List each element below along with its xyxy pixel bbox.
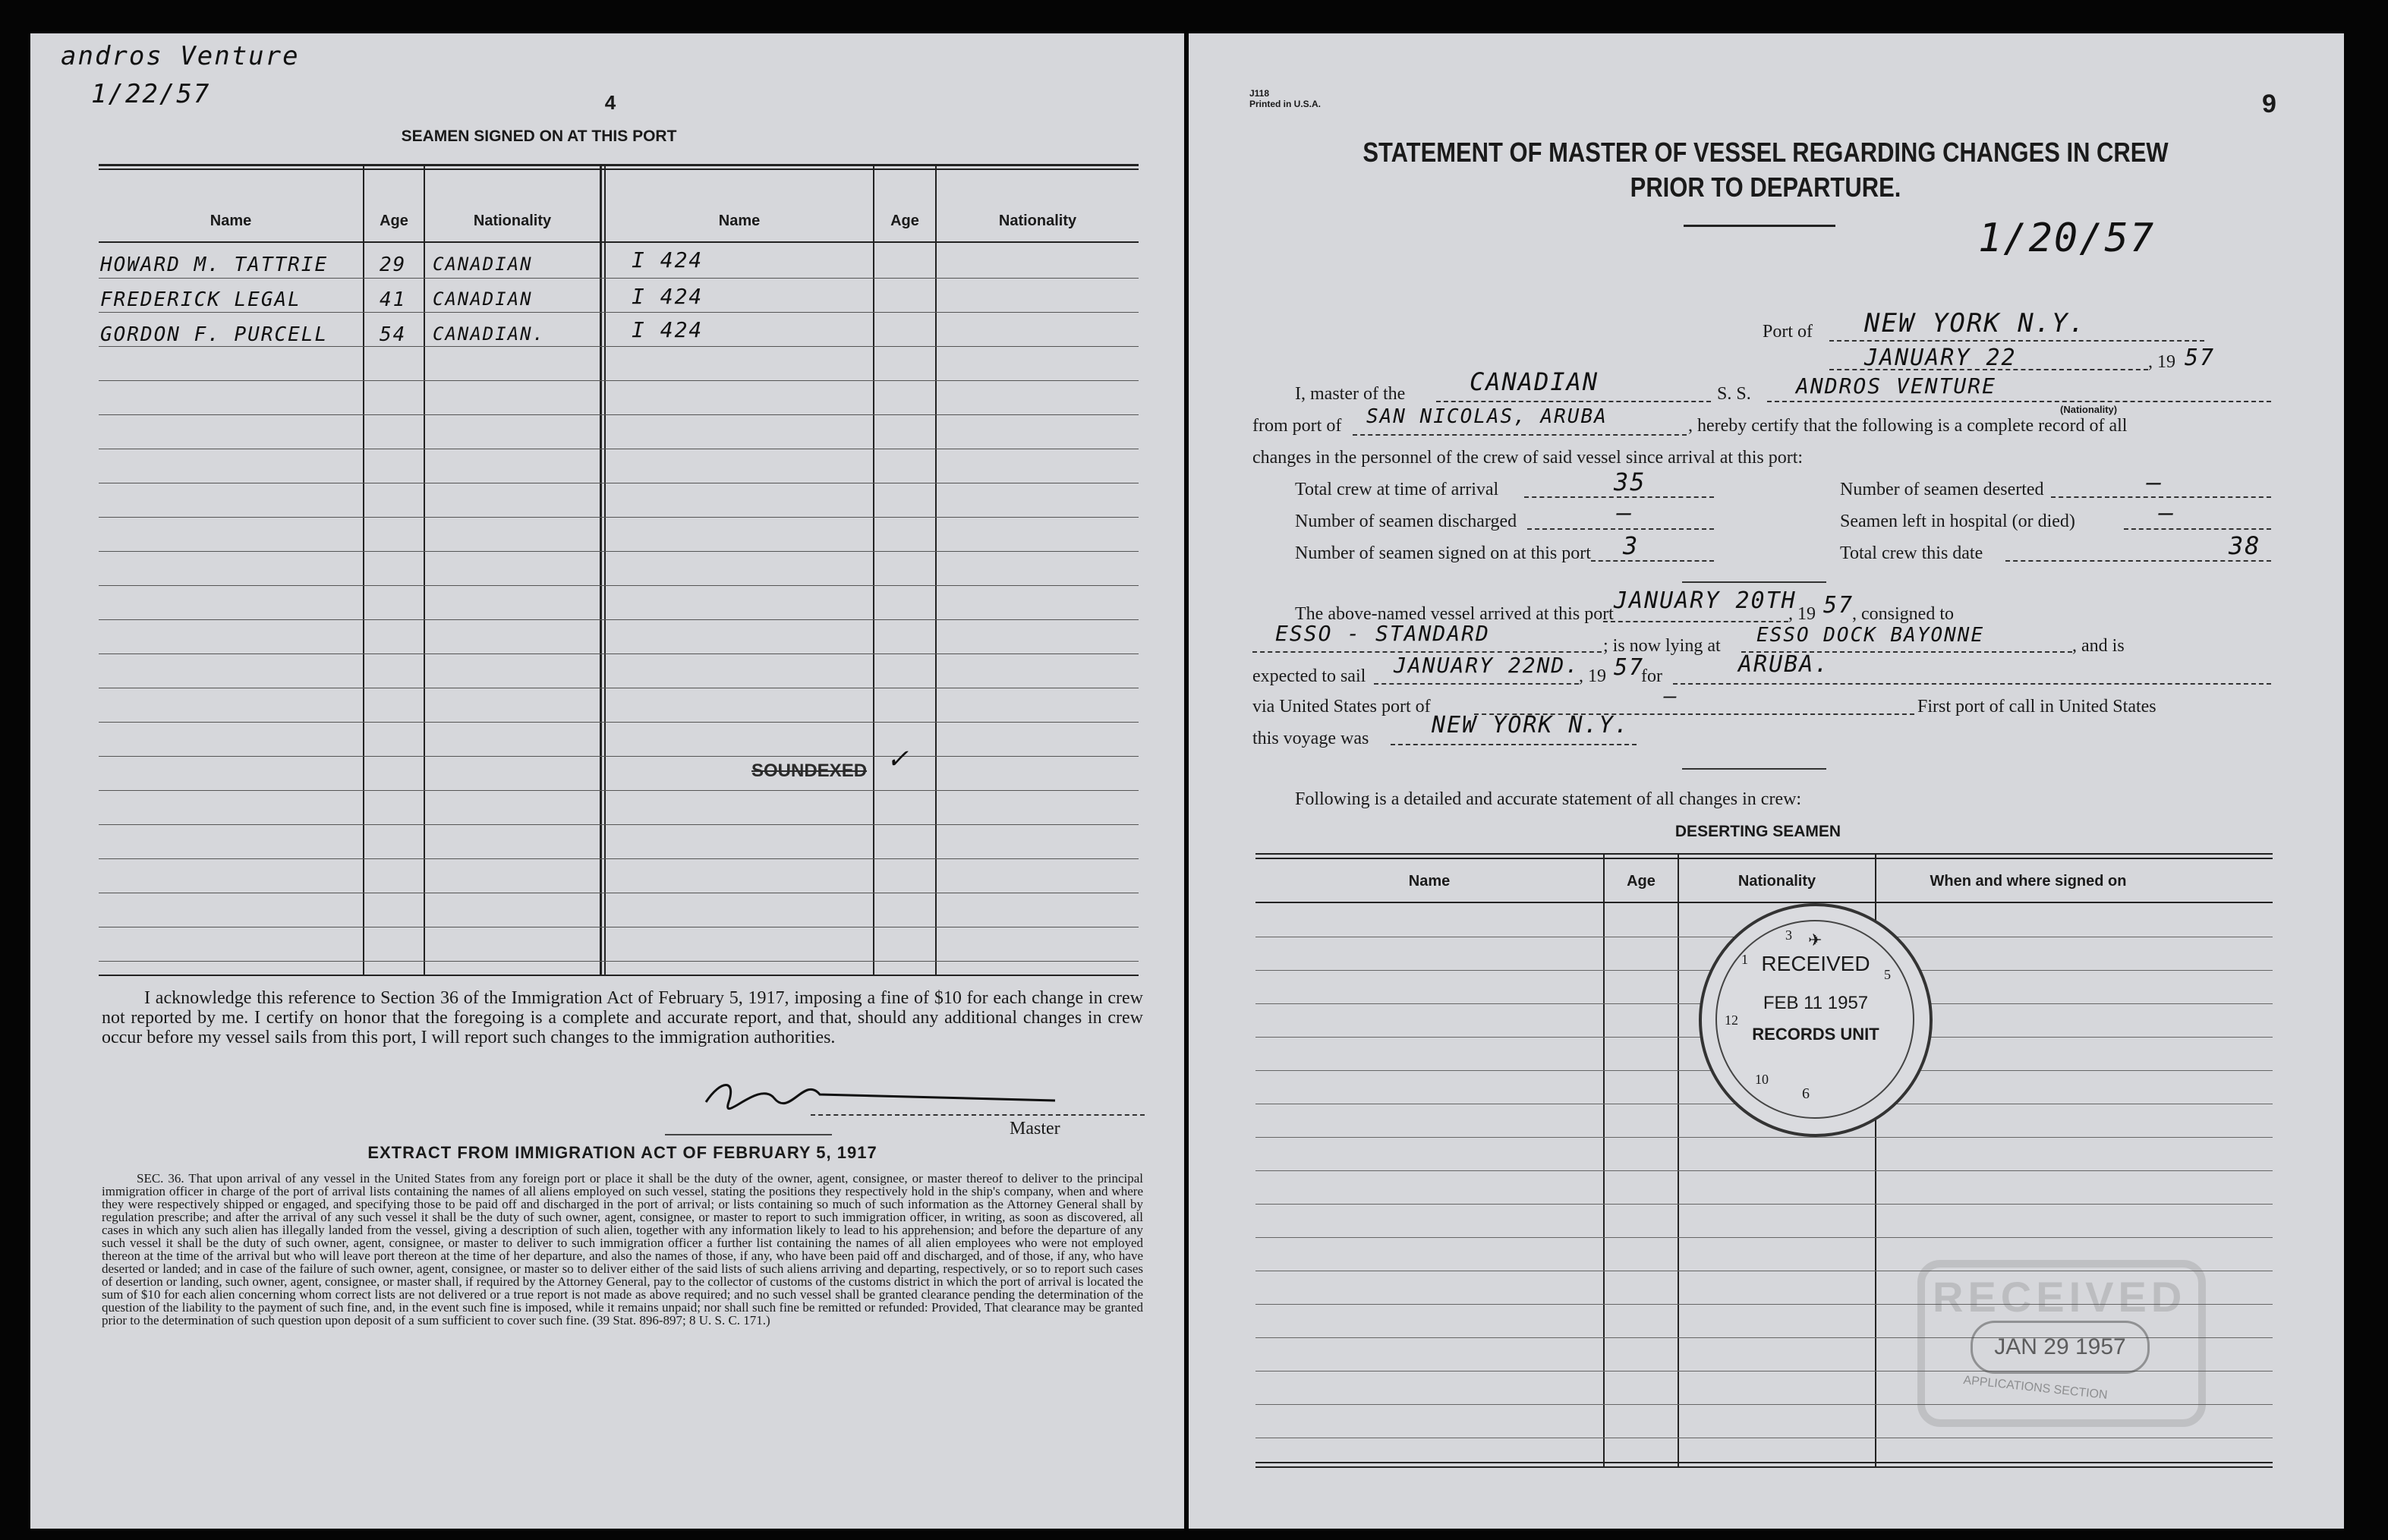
section-title: SEAMEN SIGNED ON AT THIS PORT: [401, 128, 677, 145]
table-row-line: [99, 619, 1139, 620]
vessel-note: andros Venture: [61, 41, 300, 71]
table-row-line: [99, 653, 1139, 654]
expected-year: 57: [1614, 654, 1645, 681]
voyage-label: this voyage was: [1252, 729, 1369, 748]
acknowledgement-text: I acknowledge this reference to Section 36 of the Immigration Act of February 5, 1917, imposing a fine of $10 for each change in crew not reported by me. I certify on honor that the foregoing is a complete and accurate report, and that, should any additional changes in crew occur before my vessel sails from this port, I will report such changes to the immigration authorities.: [102, 988, 1143, 1047]
for-value: ARUBA.: [1738, 651, 1830, 678]
table-row-line: [99, 961, 1139, 962]
title-underline: [1684, 225, 1835, 227]
divider: [1682, 768, 1826, 770]
deserting-title: DESERTING SEAMEN: [1674, 823, 1841, 840]
seaman-mark: I 424: [632, 247, 704, 272]
table-row-line: [99, 346, 1139, 347]
arrived-value: JANUARY 20TH: [1614, 587, 1797, 614]
for-label: for: [1641, 666, 1662, 686]
table-row-line: [99, 722, 1139, 723]
lying-label: ; is now lying at: [1603, 636, 1721, 656]
vessel-value: ANDROS VENTURE: [1796, 373, 1997, 398]
stamp-ring-3: 3: [1785, 927, 1792, 943]
divider: [1682, 581, 1826, 583]
stamp-unit: RECORDS UNIT: [1752, 1025, 1879, 1044]
table-row-line: [1255, 1204, 2273, 1205]
handwritten-date: 1/20/57: [1978, 216, 2156, 261]
signed-on-value: 3: [1623, 531, 1640, 560]
total-crew-date-value: 38: [2229, 531, 2261, 560]
received-stamp: [1699, 903, 1933, 1137]
total-crew-date-label: Total crew this date: [1840, 543, 1983, 563]
discharged-label: Number of seamen discharged: [1295, 512, 1517, 531]
seaman-name: FREDERICK LEGAL: [100, 288, 301, 311]
faint-stamp-date: JAN 29 1957: [1971, 1321, 2150, 1374]
seaman-name: HOWARD M. TATTRIE: [100, 254, 329, 276]
lying-value: ESSO DOCK BAYONNE: [1756, 624, 1985, 647]
seaman-nationality: CANADIAN: [433, 254, 533, 275]
arrived-year-prefix: , 19: [1788, 604, 1816, 624]
date-note: 1/22/57: [91, 79, 211, 109]
stamp-ring-12: 12: [1725, 1012, 1738, 1028]
master-label: Master: [1010, 1119, 1060, 1138]
divider: [665, 1134, 832, 1135]
check-mark-icon: ✓: [888, 741, 909, 776]
table-row-line: [99, 517, 1139, 518]
faint-stamp-section: APPLICATIONS SECTION: [1962, 1374, 2109, 1402]
col-header-age: Age: [380, 213, 408, 229]
first-port-label: First port of call in United States: [1917, 697, 2156, 716]
hospital-value: —: [2159, 498, 2175, 527]
arrived-label: The above-named vessel arrived at this port: [1295, 604, 1614, 624]
signed-on-label: Number of seamen signed on at this port: [1295, 543, 1591, 563]
hospital-label: Seamen left in hospital (or died): [1840, 512, 2075, 531]
date-value: JANUARY 22: [1864, 345, 2017, 371]
faint-received-word: RECEIVED: [1933, 1273, 2187, 1321]
table-row-line: [99, 551, 1139, 552]
expected-value: JANUARY 22ND.: [1394, 653, 1580, 678]
deserting-col-name: Name: [1408, 873, 1451, 890]
col-header-nationality-2: Nationality: [998, 213, 1077, 229]
table-row-line: [1255, 1170, 2273, 1171]
consigned-label: , consigned to: [1852, 604, 1954, 624]
left-page: [30, 33, 1184, 1529]
expected-year-prefix: , 19: [1579, 666, 1606, 686]
expected-label: expected to sail: [1252, 666, 1366, 686]
via-label: via United States port of: [1252, 697, 1431, 716]
table-row-line: [99, 790, 1139, 791]
year-prefix: , 19: [2148, 352, 2175, 372]
discharged-value: —: [1617, 498, 1633, 527]
seaman-mark: I 424: [632, 317, 704, 342]
port-label: Port of: [1763, 322, 1813, 342]
col-header-name: Name: [210, 213, 252, 229]
ss-label: S. S.: [1717, 384, 1751, 404]
stamp-ring-10: 10: [1755, 1072, 1769, 1087]
plane-icon: ✈: [1808, 931, 1823, 950]
master-signature-line: [811, 1114, 1145, 1116]
deserted-label: Number of seamen deserted: [1840, 480, 2044, 499]
arrived-year: 57: [1823, 592, 1854, 619]
nationality-caption: (Nationality): [2060, 404, 2118, 415]
page-number-right: 9: [2262, 90, 2276, 118]
page-number: 4: [604, 91, 616, 114]
deserted-value: —: [2147, 468, 2163, 496]
deserting-col-signed-on: When and where signed on: [1930, 873, 2127, 890]
table-row-line: [99, 824, 1139, 825]
table-row-line: [1255, 1237, 2273, 1238]
col-header-name-2: Name: [718, 213, 761, 229]
nationality-value: CANADIAN: [1470, 367, 1599, 396]
table-row-line: [99, 278, 1139, 279]
col-header-nationality: Nationality: [473, 213, 552, 229]
extract-title: EXTRACT FROM IMMIGRATION ACT OF FEBRUARY 5, 1917: [367, 1143, 877, 1162]
seaman-name: GORDON F. PURCELL: [100, 323, 329, 346]
stamp-received-text: RECEIVED: [1761, 952, 1870, 975]
form-title-line2: PRIOR TO DEPARTURE.: [1630, 172, 1901, 203]
table-row-line: [99, 380, 1139, 381]
certify-text: , hereby certify that the following is a complete record of all: [1688, 416, 2128, 436]
via-value: —: [1664, 683, 1678, 708]
stamp-date: FEB 11 1957: [1763, 993, 1869, 1013]
master-signature: [698, 1072, 1063, 1117]
stamp-ring-6: 6: [1802, 1085, 1810, 1102]
year-value: 57: [2185, 345, 2216, 371]
port-value: NEW YORK N.Y.: [1864, 308, 2087, 339]
table-row-line: [99, 858, 1139, 859]
from-port-value: SAN NICOLAS, ARUBA: [1366, 405, 1608, 428]
consignee-value: ESSO - STANDARD: [1275, 621, 1490, 646]
changes-text: changes in the personnel of the crew of said vessel since arrival at this port:: [1252, 448, 1804, 468]
table-row-line: [99, 312, 1139, 313]
extract-text: SEC. 36. That upon arrival of any vessel in the United States from any foreign port or place it shall be the duty of the owner, agent, consignee, or master thereof to deliver to the principal immigration officer in charge of the port of arrival lists containing the names of all aliens employed on such vessel, stating the positions they respectively hold in the ship's company, when and where they were respectively shipped or engaged, and specifying those to be paid off and discharged in the port of arrival; or lists containing so much of such information as the Attorney General shall by regulation prescribe; and after the arrival of any such vessel it shall be the duty of such owner, agent, consignee, or master to report to such immigration officer, in writing, as soon as discovered, all cases in which any such alien has illegally landed from the vessel, giving a description of such alien, together with any information likely to lead to his apprehension; and before the departure of any such vessel it shall be the duty of such owner, agent, consignee, or master to deliver to such immigration officer a further list containing the names of all alien employees who were not employed thereon at the time of the arrival but who will leave port thereon at the time of her departure, and also the names of those, if any, who have been paid off and discharged, and of those, if any, who have deserted or landed; and in case of the failure of such owner, agent, consignee, or master so to deliver either of the said lists of such aliens arriving and departing, respectively, or so to report such cases of desertion or landing, such owner, agent, consignee, or master shall, if required by the Attorney General, pay to the collector of customs of the customs district in which the port of arrival is located the sum of $10 for each alien concerning whom correct lists are not delivered or a true report is not made as above required; and no such vessel shall be granted clearance pending the determination of the question of the liability to the payment of such fine, and, in the event such fine is imposed, while it remains unpaid; nor shall such fine be remitted or refunded: Provided, That clearance may be granted prior to the determination of such question upon deposit of a sum sufficient to cover such fine. (39 Stat. 896-897; 8 U. S. C. 171.): [102, 1171, 1143, 1327]
seaman-nationality: CANADIAN.: [433, 323, 546, 345]
soundexed-stamp: SOUNDEXED: [751, 761, 868, 781]
received-stamp-faint: [1917, 1260, 2206, 1427]
stamp-ring-5: 5: [1884, 967, 1891, 982]
table-row-line: [99, 414, 1139, 415]
seaman-age: 54: [380, 323, 407, 346]
table-row-line: [1255, 1137, 2273, 1138]
master-of-label: I, master of the: [1295, 384, 1406, 404]
following-text: Following is a detailed and accurate statement of all changes in crew:: [1295, 789, 1802, 809]
and-is: , and is: [2072, 636, 2125, 656]
deserting-col-age: Age: [1627, 873, 1656, 890]
col-header-age-2: Age: [890, 213, 919, 229]
seaman-mark: I 424: [632, 284, 704, 309]
table-row-line: [99, 585, 1139, 586]
seaman-age: 41: [380, 288, 407, 311]
deserting-col-nationality: Nationality: [1737, 873, 1816, 890]
stamp-ring-1: 1: [1741, 952, 1748, 967]
printed-note: Printed in U.S.A.: [1249, 99, 1322, 109]
form-id: J118: [1249, 88, 1270, 99]
seaman-age: 29: [380, 254, 407, 276]
total-crew-arrival-value: 35: [1614, 468, 1646, 496]
seamen-table: [99, 164, 1139, 976]
seaman-nationality: CANADIAN: [433, 288, 533, 310]
right-page: [1189, 33, 2344, 1529]
from-port-label: from port of: [1252, 416, 1342, 436]
table-row-line: [99, 756, 1139, 757]
voyage-value: NEW YORK N.Y.: [1432, 712, 1630, 739]
form-title-line1: STATEMENT OF MASTER OF VESSEL REGARDING CHANGES IN CREW: [1363, 137, 2169, 168]
total-crew-arrival-label: Total crew at time of arrival: [1295, 480, 1499, 499]
